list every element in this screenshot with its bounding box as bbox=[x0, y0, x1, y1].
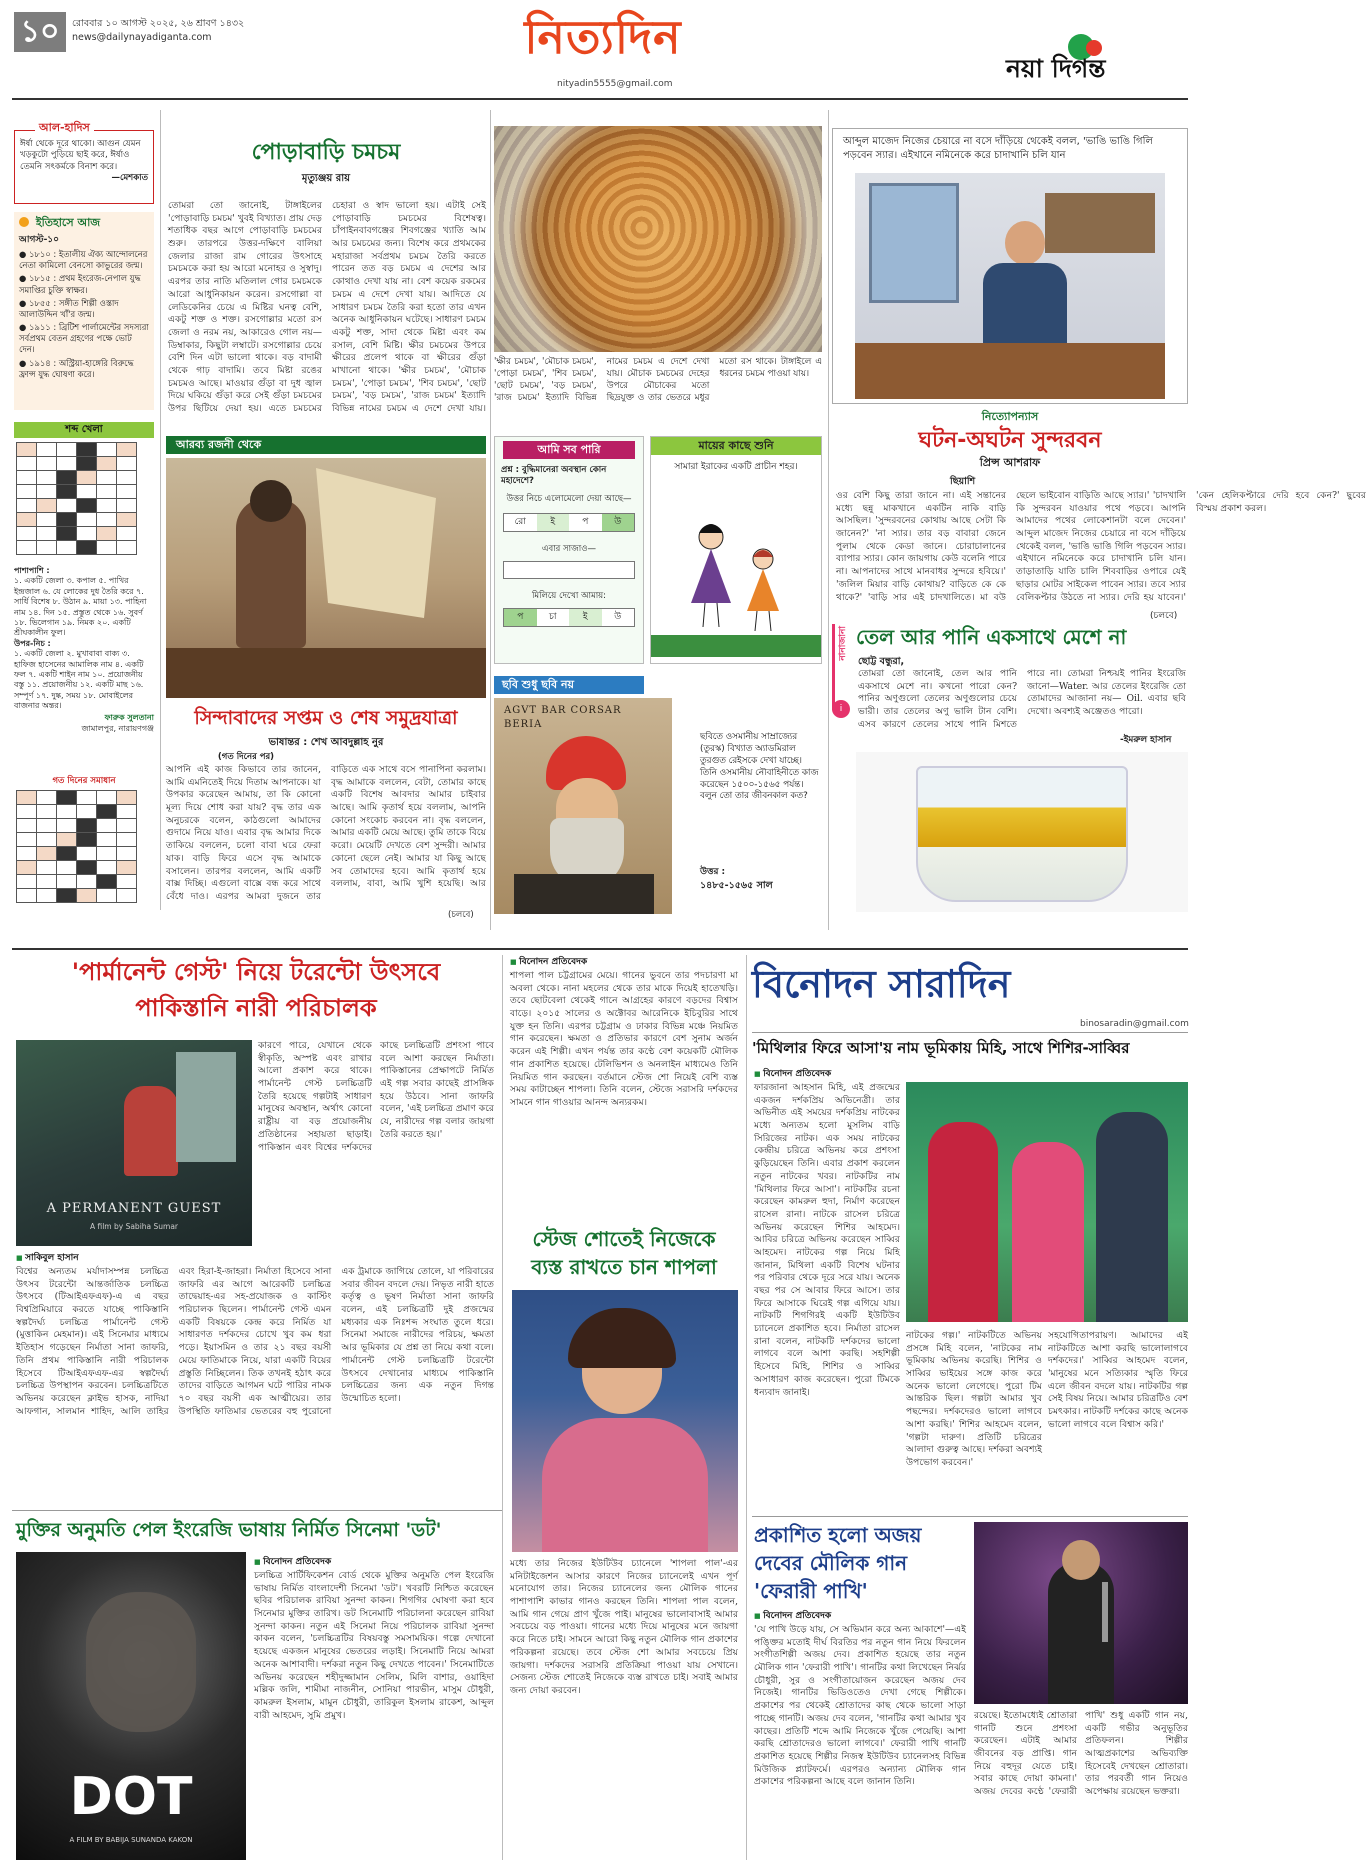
quiz-cell: উ bbox=[602, 514, 635, 530]
crossword-cell bbox=[97, 861, 117, 875]
crossword-cell bbox=[37, 499, 57, 513]
hadith-box bbox=[14, 121, 154, 204]
col-rule bbox=[502, 955, 503, 1860]
shapla-dress bbox=[542, 1418, 708, 1552]
quiz-cell: চা bbox=[537, 609, 570, 625]
sindbad-head bbox=[250, 480, 292, 522]
science-kicker-strip bbox=[832, 624, 850, 710]
science-author: -ইমরুল হাসান bbox=[1120, 735, 1172, 745]
quiz-box bbox=[494, 436, 644, 664]
quiz-hint3: মিলিয়ে দেখো আমায়: bbox=[531, 591, 607, 602]
crossword-cell bbox=[77, 485, 97, 499]
page-number: ১০ bbox=[14, 12, 66, 52]
shapla-body-top: শাপলা পাল চট্টগ্রামের মেয়ে। গানের ভুবনে তার পদচারণা মা অবলা থেকে। নানা মহলের থেকে তার মাকে দিয়েই হাতেখড়ি। তবে ছোটবেলা থেকেই গানে আগ্রহের কারণে বড়দের বিশ্বাস বাড়ে। ২০১৫ সালের ও অক্টোবর আরেনিকে ইচিবুরির সাথে যুক্ত হন তিনি। এরপর চট্টগ্রাম ও ঢাকার বিভিন্ন মঞ্চে নিয়মিত গান করেছেন। ক্ষমতা ও প্রতিভার কারণে বেশ সুনাম অর্জন করেন এই শিল্পী। এখন পর্যন্ত তার কণ্ঠে বেশ কয়েকটি মৌলিক গান প্রকাশিত হয়েছে। টেলিভিশন ও অনলাইন মাধ্যমেও তিনি নিয়মিত গান করছেন। বর্তমানে স্টেজ শো নিয়েই বেশি ব্যস্ত সময় কাটাচ্ছেন শাপলা। তিনি বলেন, স্টেজে সরাসরি দর্শকদের সামনে গান গাওয়ার আনন্দ অন্যরকম। bbox=[510, 970, 738, 1108]
crossword-cell bbox=[37, 457, 57, 471]
crossword-title-bar: শব্দ খেলা bbox=[14, 422, 154, 438]
science-kicker: নানাজানা bbox=[838, 626, 848, 661]
comic-desk bbox=[855, 343, 1165, 399]
crossword-cell bbox=[17, 847, 37, 861]
sun-icon bbox=[19, 217, 29, 227]
crossword-cell bbox=[57, 527, 77, 541]
science-body: তোমরা তো জানোই, তেল আর পানি একসাথে মেশে না। কখনো পারো কেন? পানির অণুগুলো তেলের অণুগুলোর চেয়ে ভারী। তার তেলের অণু ভালি টান বেশি। এসব কারণে তেলের সাথে পানি মিশতে পারে না। তোমরা নিশ্চয়ই পানির ইংরেজি জানো—Water. আর তেলের ইংরেজি তো তোমাদের আজানা নয়— Oil. এবার ছবি দেখো। অবশ্যই অঞ্জেতও পারো। bbox=[858, 668, 1186, 730]
crossword-cell bbox=[17, 805, 37, 819]
col-rule bbox=[490, 110, 491, 930]
drawing-title: মায়ের কাছে শুনি bbox=[651, 437, 821, 455]
science-greet: ছোট্ট বন্ধুরা, bbox=[858, 656, 905, 667]
poster-window bbox=[176, 1052, 236, 1162]
history-title bbox=[19, 216, 149, 231]
crossword-cell bbox=[117, 819, 137, 833]
quiz-hint2: এবার সাজাও— bbox=[542, 543, 596, 554]
crossword-cell bbox=[77, 819, 97, 833]
solver-name: ফারুক সুলতানা bbox=[104, 713, 154, 723]
newspaper-logo bbox=[1006, 50, 1186, 84]
hadith-title: আল-হাদিস bbox=[35, 121, 94, 136]
crossword-cell bbox=[77, 471, 97, 485]
sindbad-kicker: আরব্য রজনী থেকে bbox=[166, 436, 486, 454]
crossword-cell bbox=[37, 485, 57, 499]
crossword-cell bbox=[57, 805, 77, 819]
dot-poster-title: DOT bbox=[69, 1767, 193, 1827]
crossword-cell bbox=[17, 875, 37, 889]
dot-poster-credit: A FILM BY BABIJA SUNANDA KAKON bbox=[69, 1836, 193, 1844]
sindbad-illustration bbox=[166, 458, 486, 698]
history-title-text: ইতিহাসে আজ bbox=[35, 216, 101, 229]
quiz-question: প্রশ্ন : বুদ্ধিমানেরা অবস্থান কোন মহাদেশে? bbox=[501, 465, 607, 487]
crossword-answer-grid bbox=[16, 790, 137, 903]
crossword-cell bbox=[117, 499, 137, 513]
crossword-cell bbox=[77, 805, 97, 819]
ajoy-body-right: রয়েছে। ইতোমধ্যেই শ্রোতারা গানটি শুনে প্রশংসা করেছেন। এটাই আমার জীবনের বড় প্রাপ্তি। গান নিয়ে বহুদূর যেতে চাই। সবার কাছে দোয়া কামনা।' অজয় দেবের কণ্ঠে 'ফেরারী পাখি' শুধু একটি গান নয়, একটি গভীর অনুভূতির প্রতিফলন। শিল্পীর আত্মপ্রকাশের অভিব্যক্তি হিসেবেই দেখছেন শ্রোতারা। তার পরবর্তী গান নিয়েও অপেক্ষায় রয়েছেন ভক্তরা। bbox=[974, 1710, 1188, 1798]
crossword-cell bbox=[117, 443, 137, 457]
ajoy-rule bbox=[752, 1516, 1188, 1517]
quiz-cell: উ bbox=[602, 609, 635, 625]
crossword-cell bbox=[117, 791, 137, 805]
crossword-cell bbox=[77, 541, 97, 555]
binodon-email: binosaradin@gmail.com bbox=[1080, 1019, 1189, 1029]
porabari-body: তোমরা তো জানোই, টাঙ্গাইলের 'পোড়াবাড়ি চমচম' খুবই বিখ্যাত। প্রায় দেড় শতাধিক বছর আগে পোড়াবাড়ি চমচমের শুরু। তারপরে উত্তর-দক্ষিণে বালিয়া জেলার রাজা রাম গোরের উৎসাহে চমচমকে করা হয় আরো মনোহর ও সুস্বাদু। এরপর তার নাতি মতিলাল গোর চমচমকে আরো আধুনিকায়ন করেন। রসগোল্লা বা লেডিকেনির চেয়ে এ মিষ্টির ঘনত্ব বেশি, একটু শক্ত ও শক্ত। রসগোল্লার মতো রস জেলা ও নরম নয়, আকারেও গোল নয়—ডিম্বাকার, কিছুটা লম্বাটে। রসগোল্লার চেয়ে বেশি দিন এটা ভালো থাকে। বড় বাদামী থেকে গাঢ় বাদামি। তবে মিষ্টা রঙের চমচমও আছে। মাওয়ার গুঁড়া বা দুধ জ্বাল দিয়ে ঘকিয়ে গুঁড়া করে সেই গুঁড়া চমচমের উপর ছিটিয়ে দেয়া হয়। এতে চমচমের চেহারা ও স্বাদ ভালো হয়। এটাই সেই পোড়াবাড়ি চমচমের বিশেষত্ব। চাঁপাইনবাবগঞ্জের শিবগঞ্জের খ্যাতি আম আর চমচমের জন্য। বিশেষ করে প্রথমকের মহারাজা সর্বপ্রথম চমচম তৈরি করতে পারেন তত বড় চমচম এ দেশের আর কোথাও দেখা যায় না। বেশ কয়েক রকমের চমচম এ দেশে দেখা যায়। আদিতে যে সাধারণ চমচম তৈরি করা হতো তার এখন অনেক আধুনিকায়ন ঘটেছে। সাধারণ চমচম একটু শক্ত, সাদা থেকে মিষ্টা এবং কম রসাল, বেশি মিষ্টি। ক্ষীর চমচমের উপরে ক্ষীরের প্রলেপ থাকে বা ক্ষীরের গুঁড়া মাখানো থাকে। 'ক্ষীর চমচম', 'মৌচাক চমচম', 'পোড়া চমচম', 'শিব চমচম', 'ছোট চমচম', 'বড় চমচম', 'রাজ চমচম' ইত্যাদি বিভিন্ন নামের চমচম এ দেশে দেখা যায়। bbox=[168, 200, 486, 414]
dot-poster-face bbox=[86, 1592, 196, 1732]
quiz-empty-row bbox=[503, 561, 635, 579]
date-line: রোববার ১০ আগস্ট ২০২৫, ২৬ শ্রাবণ ১৪৩২ bbox=[72, 18, 245, 29]
shapla-title-2: ব্যস্ত রাখতে চান শাপলা bbox=[531, 1255, 717, 1279]
serial-body: ওর বেশি কিছু তারা জানে না। এই সন্তানের মধ্যে ছন্নু মাকখানে একটিন নাকি বাড়ি আসছিল। 'সুন্দরবনের কোথায় আছে সেটা কি জানেন?' 'না স্যার। তার বড় বাবারা জেনে পুলাম থেকে কেডা জানে। চোরাচালানের ব্যাপার স্যার। কোন জায়গায় কেউ বলেনি পারে না। আপনাদের সাথে মানবাধর সুন্দরে হবিয়ে।' 'জলিল মিয়ার বাড়ি কোথায়? বাড়িতে কে কে থাকে?' 'বাড়ি সার এই চাদখালিতে। মা বউ ছেলে ভাইবোন বাড়িতি আছে স্যার।' 'চাদখালি কি সুন্দরবন যাওয়ার পথে পড়বে। আপনি আমাদের পথের লোকেশানটা বলে দেবেন।' আব্দুল মাজেদ নিজের চেয়ারে না বসে দাঁড়িয়ে থেকেই বলল, 'ভাঙি ভাঙি গিলি পড়বেন স্যার। এইখানে নমিনেকে করে চাদাখানি চলি যান। তাড়াতাড়ি যাতি চালি শিববাড়ির ওপারে যেই ছাড়ার মোটর সাইকেল পাবেন স্যার। তবে স্যার বেলিকপ্টার উঠতে না স্যার। দেরি হয় যাবেন।' 'কেন হেলিকপ্টারে দেরি হবে কেন?' ছুবের বিস্ময় প্রকাশ করল। bbox=[836, 490, 1366, 603]
crossword-cell bbox=[117, 861, 137, 875]
crossword-cell bbox=[57, 889, 77, 903]
sindbad-ship bbox=[166, 648, 486, 698]
shapla-title-1: স্টেজ শোতেই নিজেকে bbox=[532, 1227, 716, 1251]
crossword-cell bbox=[57, 833, 77, 847]
comic-box bbox=[832, 128, 1188, 404]
crossword-cell bbox=[57, 513, 77, 527]
ajoy-title-1: প্রকাশিত হলো অজয় bbox=[754, 1523, 922, 1547]
crossword-cell bbox=[117, 541, 137, 555]
crossword-cell bbox=[57, 541, 77, 555]
quiz-cell: ই bbox=[569, 609, 602, 625]
crossword-cell bbox=[37, 513, 57, 527]
crossword-cell bbox=[37, 875, 57, 889]
oil-glass-photo bbox=[856, 752, 1188, 912]
glass-body bbox=[916, 766, 1128, 902]
crossword-cell bbox=[57, 443, 77, 457]
crossword-cell bbox=[17, 471, 37, 485]
crossword-cell bbox=[57, 791, 77, 805]
poster-credit: A film by Sabiha Sumar bbox=[89, 1222, 179, 1231]
shapla-reporter: ■ বিনোদন প্রতিবেদক bbox=[510, 956, 587, 968]
binodon-person1 bbox=[928, 1122, 998, 1322]
dot-title: মুক্তির অনুমতি পেল ইংরেজি ভাষায় নির্মিত সিনেমা 'ডট' bbox=[16, 1519, 442, 1541]
crossword-cell bbox=[17, 457, 37, 471]
binodon-title: বিনোদন সারাদিন bbox=[752, 961, 1011, 1006]
down-clues: ১. একটি জেলা ২. মুখাবাবা বাক্য ৩. হাফিজ হাসেনের আমালিক নাম ৪. একটি ফল ৭. একটি শাইন নাম ১০. প্রয়োজনীয় বস্তু ১১. প্রয়োজনীয় ১২. একটি মাছ ১৬. সম্পূর্ণ ১৭. দুষ্ক, সময় ১৮. মোবাইলের বাজনার অন্তর। bbox=[14, 649, 144, 711]
portrait-image bbox=[494, 698, 672, 914]
comic-illustration bbox=[855, 173, 1165, 399]
ajoy-title-2: দেবের মৌলিক গান bbox=[754, 1551, 908, 1575]
science-badge-icon: i bbox=[832, 700, 850, 718]
section-title: নিত্যদিন bbox=[524, 10, 682, 64]
quiz-cell: প bbox=[569, 514, 602, 530]
crossword-cell bbox=[17, 861, 37, 875]
history-item: ● ১৮১০ : ইতালীয় ঐক্য আন্দোলনের নেতা কামিলো বেনসো কাভুরের জন্ম। bbox=[19, 248, 148, 271]
quiz-cell: ই bbox=[537, 514, 570, 530]
history-box bbox=[14, 212, 154, 410]
crossword-cell bbox=[17, 889, 37, 903]
mic-icon bbox=[1102, 1582, 1108, 1642]
solver-place: জামালপুর, নারায়ণগঞ্জ bbox=[81, 723, 154, 733]
crossword-cell bbox=[17, 513, 37, 527]
crossword-cell bbox=[37, 819, 57, 833]
crossword-cell bbox=[97, 805, 117, 819]
chomchom-photo bbox=[494, 126, 822, 352]
ajoy-head bbox=[1062, 1540, 1100, 1580]
crossword-cell bbox=[57, 499, 77, 513]
toronto-reporter: ■ সাকিবুল হাসান bbox=[16, 1252, 79, 1264]
crossword-cell bbox=[97, 443, 117, 457]
email-line: news@dailynayadiganta.com bbox=[72, 32, 212, 43]
crossword-cell bbox=[77, 499, 97, 513]
binodon-photo bbox=[906, 1082, 1188, 1322]
binodon-reporter: ■ বিনোদন প্রতিবেদক bbox=[754, 1068, 831, 1080]
crossword-cell bbox=[77, 833, 97, 847]
toronto-poster bbox=[16, 1040, 252, 1246]
crossword-cell bbox=[97, 847, 117, 861]
crossword-cell bbox=[37, 791, 57, 805]
section-email: nityadin5555@gmail.com bbox=[557, 79, 673, 89]
history-date: আগস্ট-১০ bbox=[19, 234, 59, 245]
portrait-coat bbox=[514, 874, 654, 914]
ajoy-title-3: 'ফেরারী পাখি' bbox=[754, 1579, 868, 1603]
across-title: পাশাপাশি : bbox=[14, 566, 50, 575]
serial-title: ঘটন-অঘটন সুন্দরবন bbox=[918, 428, 1102, 453]
serial-kicker: নিত্যোপন্যাস bbox=[981, 410, 1039, 423]
poster-figure bbox=[124, 1086, 178, 1176]
across-clues: ১. একটি জেলা ৩. কপাল ৫. পাখির ইন্দ্রজাল ৬. যে লোকের দুধ তৈরি করে ৭. সার্ধি বিশেষ ৮. উঠান ৯. মায়া ১৩. পাহিনা নাম ১৪. দিন ১৫. প্রস্তুত থেকে ১৬. সুবর্ণ ১৮. ভিলেগান ১৯. নিমক ২০. একটি শ্রীঘকালীন ফুল। bbox=[14, 576, 147, 638]
crossword-cell bbox=[97, 513, 117, 527]
serial-cont: (চলবে) bbox=[1150, 611, 1178, 621]
sindbad-cont: (চলবে) bbox=[448, 910, 474, 920]
history-item: ● ১৯১৪ : অস্ট্রিয়া-হাঙ্গেরি বিরুদ্ধে ফ্রান্স যুদ্ধ ঘোষণা করে। bbox=[19, 357, 134, 379]
crossword-clues bbox=[14, 566, 154, 734]
history-item: ● ১৮১৫ : প্রথম ইংরেজ-নেপাল যুদ্ধ সমাপ্তির চুক্তি স্বাক্ষর। bbox=[19, 273, 141, 295]
shapla-photo bbox=[512, 1290, 738, 1552]
quiz-hint1: উত্তর নিচে এলোমেলো দেয়া আছে— bbox=[506, 493, 632, 504]
crossword-cell bbox=[57, 471, 77, 485]
drawing-illustration bbox=[651, 507, 821, 657]
quiz-title: আমি সব পারি bbox=[503, 441, 635, 459]
comic-shelf bbox=[1045, 193, 1155, 253]
picture-answer-label: উত্তর : bbox=[700, 867, 726, 877]
toronto-title-1: 'পার্মানেন্ট গেস্ট' নিয়ে টরেন্টো উৎসবে bbox=[71, 958, 441, 986]
binodon-body-mid: নাটকের গল্প।' নাটকটিতে অভিনয় প্রসঙ্গে মিহি বলেন, 'নাটকের নাম ভূমিকায় অভিনয় করেছি। শিশির ও সাব্বির ভাইয়ের সঙ্গে কাজ করে অনেক ভালো লেগেছে। পুরো টিম আন্তরিক ছিল। গল্পটা আমার খুব পছন্দের। দর্শকদেরও ভালো লাগবে আশা করছি।' শিশির আহমেদ বলেন, 'গল্পটা দারুণ। প্রতিটি চরিত্রের আলাদা গুরুত্ব আছে। দর্শকরা অবশ্যই উপভোগ করবেন।' bbox=[906, 1330, 1042, 1468]
hadith-text: ঈর্ষা থেকে দূরে থাকো। আগুন যেমন খড়কুটো পুড়িয়ে ছাই করে, ঈর্ষাও তেমনি সৎকর্মকে বিনাশ করে। bbox=[20, 139, 141, 172]
toronto-title-2: পাকিস্তানি নারী পরিচালক bbox=[135, 994, 377, 1022]
crossword-cell bbox=[17, 819, 37, 833]
binodon-body-right: সহযোগিতাপরায়ণ। আমাদের এই নাটকটিতে আশা করছি ভালোলাগবে দর্শকদের।' সাব্বির আহমেদ বলেন, 'মানুষের মনে সত্যিকার স্মৃতি ফিরে এলে জীবন বদলে যায়। নাটকটির গল্প সেই বিষয় নিয়ে। আমার চরিত্রটিও বেশ চমৎকার। নাটকটি দর্শকের কাছে অনেক ভালো লাগবে বলে বিশ্বাস করি।' bbox=[1048, 1330, 1188, 1430]
dot-body: চলচ্চিত্র সার্টিফিকেশন বোর্ড থেকে মুক্তির অনুমতি পেল ইংরেজি ভাষায় নির্মিত বাংলাদেশী সিনেমা 'ডট'। খবরটি নিশ্চিত করেছেন ছবির পরিচালক রাবিয়া সুনন্দা কাকন। শিগগির ঘোষণা করা হবে সিনেমার মুক্তির তারিখ। ডট সিনেমাটি পরিচালনা করেছেন রাবিয়া সুনন্দা কাকন। নতুন এই সিনেমা নিয়ে পরিচালক রাবিয়া সুনন্দা কাকন বলেন, 'চলচ্চিত্রটির বিষয়বস্তু সমসাময়িক। গল্পে দেখানো হয়েছে একজন মানুষের ভেতরের লড়াই। সিনেমাটি নিয়ে আমরা অনেক আশাবাদী। দর্শকরা নতুন কিছু দেখতে পাবেন।' সিনেমাটিতে অভিনয় করেছেন শহীদুজ্জামান সেলিম, মিলি বাশার, ওয়াহিদা মল্লিক জলি, শামীমা নাজনীন, সোনিয়া পারভীন, মাসুম চৌধুরী, কামরুল ইসলাম, মামুন চৌধুরী, তারিকুল ইসলাম রাকেশ, আব্দুল বারী আহমেদ, সুমি প্রমুখ। bbox=[254, 1570, 494, 1721]
crossword-cell bbox=[77, 457, 97, 471]
crossword-cell bbox=[117, 889, 137, 903]
crossword-cell bbox=[117, 485, 137, 499]
drawing-box bbox=[650, 436, 822, 664]
ajoy-body: 'যে পাখি উড়ে যায়, সে অভিমান করে অন্য আকাশে'—এই পঙ্ক্তির মতোই দীর্ঘ বিরতির পর নতুন গান নিয়ে ফিরলেন সংগীতশিল্পী অজয় দেব। প্রকাশিত হয়েছে তার নতুন মৌলিক গান 'ফেরারী পাখি'। গানটির কথা লিখেছেন নির্ঝর চৌধুরী, সুর ও সংগীতায়োজন করেছেন অজয় দেব নিজেই। গানটির ভিডিওতেও দেখা গেছে শিল্পীকে। প্রকাশের পর থেকেই শ্রোতাদের কাছ থেকে ভালো সাড়া পাচ্ছে গানটি। অজয় দেব বলেন, 'গানটির কথা আমার খুব কাছের। প্রতিটি শব্দে আমি নিজেকে খুঁজে পেয়েছি। আশা করছি শ্রোতাদেরও ভালো লাগবে।' ফেরারী পাখি গানটি প্রকাশিত হয়েছে শিল্পীর নিজস্ব ইউটিউব চ্যানেলসহ বিভিন্ন মিউজিক প্ল্যাটফর্মে। এরপরও অন্যান্য মৌলিক গান প্রকাশের পরিকল্পনা আছে বলে জানান তিনি। bbox=[754, 1624, 966, 1788]
crossword-cell bbox=[17, 499, 37, 513]
picture-answer: ১৪৮৫-১৫৬৫ সাল bbox=[700, 880, 773, 891]
crossword-cell bbox=[57, 485, 77, 499]
crossword-cell bbox=[77, 791, 97, 805]
header-rule bbox=[12, 98, 1188, 100]
crossword-cell bbox=[37, 471, 57, 485]
drawing-text: সামারা ইরাকের একটি প্রাচীন শহর। bbox=[674, 462, 798, 472]
binodon-person2 bbox=[1012, 1142, 1084, 1322]
crossword-cell bbox=[77, 527, 97, 541]
porabari-body-cont: 'ক্ষীর চমচম', 'মৌচাক চমচম', 'পোড়া চমচম', 'শিব চমচম', 'ছোট চমচম', 'বড় চমচম', 'রাজ চমচম' ইত্যাদি বিভিন্ন নামের চমচম এ দেশে দেখা যায়। মৌচাক চমচমের দেহের উপরে মৌচাকের মতো ছিদ্রযুক্ত ও তার ভেতরে মধুর মতো রস থাকে। টাঙ্গাইলে এ ধরনের চমচম পাওয়া যায়। bbox=[494, 357, 822, 404]
dot-reporter: ■ বিনোদন প্রতিবেদক bbox=[254, 1556, 331, 1568]
crossword-cell bbox=[37, 861, 57, 875]
toronto-lead: কারণে পারে, যেখানে থেকে স্বীকৃতি, অস্পষ্ট এবং রাখার আলো প্রকাশ করে থাকে। পার্মানেন্ট গেস্ট চলচ্চিত্রটি তৈরি হয়েছে গল্পটাই সাধারণ মানুষের অবস্থান, অর্থাৎ কোনো রাষ্ট্রীয় বা বড় প্রয়োজনীয় প্রতিষ্ঠানের সহায়তা ছাড়াই। পাকিস্তান এবং বিশ্বের দর্শকদের কাছে চলচ্চিত্রটি প্রশংসা পাবে বলে আশা করছেন নির্মাতা। পাকিস্তানের প্রেক্ষাপটে নির্মিত এই গল্প সবার কাছেই প্রাসঙ্গিক হয়ে উঠবে। সানা জাফরি বলেন, 'এই চলচ্চিত্র প্রমাণ করে যে, নারীদের গল্প বলার জায়গা তৈরি করতে হয়।' bbox=[258, 1040, 494, 1153]
crossword-cell bbox=[97, 499, 117, 513]
down-title: উপর-নিচ : bbox=[14, 638, 51, 648]
answer-title: গত দিনের সমাধান bbox=[52, 776, 116, 786]
crossword-cell bbox=[77, 513, 97, 527]
crossword-cell bbox=[57, 875, 77, 889]
crossword-cell bbox=[37, 805, 57, 819]
binodon-rule bbox=[752, 1032, 1188, 1033]
history-item: ● ১৯১১ : ব্রিটিশ পার্লামেন্টের সদস্যরা সর্বপ্রথম বেতন গ্রহণের পক্ষে ভোট দেন। bbox=[19, 322, 149, 355]
crossword-cell bbox=[97, 457, 117, 471]
crossword-cell bbox=[77, 847, 97, 861]
shapla-hair bbox=[568, 1308, 676, 1368]
shapla-body-bottom: মধ্যে তার নিজের ইউটিউব চ্যানেলে 'শাপলা পাল'-এর মনিটাইজেশন আসার কারণে নিজের চ্যানেলেই এখন পূর্ণ মনোযোগ তার। নিজের চ্যানেলের জন্য মৌলিক গানের পাশাপাশি কাভার গানও করছেন তিনি। শাপলা পাল বলেন, আমি গান গেয়ে প্রাণ খুঁজে পাই। মানুষের ভালোবাসাই আমার সবচেয়ে বড় পাওয়া। গানের মধ্যে দিয়ে মানুষের মনে জায়গা করে নিতে চাই। সামনে আরো কিছু নতুন মৌলিক গান প্রকাশের পরিকল্পনা রয়েছে। তবে স্টেজ শো আমার সবচেয়ে প্রিয় জায়গা। দর্শকদের সরাসরি প্রতিক্রিয়া পাওয়া যায় সেখানে। সেজন্য স্টেজ শোতেই নিজেকে ব্যস্ত রাখতে চাই। সবাই আমার জন্য দোয়া করবেন। bbox=[510, 1558, 738, 1696]
crossword-cell bbox=[37, 527, 57, 541]
crossword-cell bbox=[57, 847, 77, 861]
crossword-cell bbox=[117, 847, 137, 861]
crossword-cell bbox=[97, 527, 117, 541]
sindbad-prev: (গত দিনের পর) bbox=[217, 752, 275, 762]
portrait-inscription: AGVT BAR CORSAR BERIA bbox=[504, 705, 622, 730]
crossword-grid bbox=[16, 442, 137, 555]
hadith-source: —মেশকাত bbox=[111, 173, 148, 184]
crossword-cell bbox=[97, 791, 117, 805]
dot-poster bbox=[16, 1552, 246, 1860]
binodon-masthead bbox=[752, 958, 1188, 1014]
quiz-cell: রো bbox=[504, 514, 537, 530]
col-rule bbox=[746, 955, 747, 1860]
crossword-cell bbox=[97, 833, 117, 847]
quiz-cell: প bbox=[504, 609, 537, 625]
crossword-cell bbox=[117, 805, 137, 819]
crossword-cell bbox=[77, 889, 97, 903]
crossword-cell bbox=[77, 875, 97, 889]
crossword-cell bbox=[37, 889, 57, 903]
history-list bbox=[19, 249, 149, 380]
picture-text: ছবিতে ওসমানীয় সাম্রাজ্যের (তুরস্ক) বিখ্যাত অ্যাডমিরাল তুরগুত রেইসকে দেখা যাচ্ছে। তিনি ওসমানীয় নৌবাহিনীতে কাজ করেছেন ১৫০০-১৫৬৫ পর্যন্ত। বলুন তো তার জীবনকাল কত? bbox=[700, 732, 819, 802]
sindbad-body: আপনি এই কাজ কিভাবে তার জানেন, আমি এমনিতেই দিয়ে দিতাম আপনাকে। যা উপকার করেছেন আমায়, তা কি কোনো মূল্য দিয়ে শোধ করা যায়? বৃদ্ধ তার এক অনুচরকে বলেন, কাঠগুলো আমাদের গুদামে নিয়ে যাও। এবার বৃদ্ধ আমার দিকে তাকিয়ে বললেন, চলো বাবা ঘরে ফেরা যাক। বাড়ি ফিরে এসে বৃদ্ধ আমাকে বসালেন। তারপর বললেন, আমি একটি বাক্স দিচ্ছি। এগুলো বাক্সে বন্ধ করে সাথে বেঁধে দাও। এরপর আমরা দুজনে তার বাড়িতে এক সাথে বসে পানাপিনা করলাম। বৃদ্ধ আমাকে বললেন, বেটা, তোমার কাছে একটি বিশেষ আবদার আমার চাইবার আছে। আমি কৃতার্থ হয়ে বললাম, আপনি কোনো সংকোচ করবেন না। বৃদ্ধ বললেন, আমার একটি মেয়ে আছে। তুমি তাকে বিয়ে করো। মেয়েটি দেখতে বেশ সুন্দরী। আমার কোনো ছেলে নেই। আমার যা কিছু আছে সব তোমাদের হবে। আমি কৃতার্থ হয়ে বললাম, বাবা, আমি খুশি হয়েছি। আর bbox=[166, 764, 486, 902]
comic-caption: আব্দুল মাজেদ নিজের চেয়ারে না বসে দাঁড়িয়ে থেকেই বলল, 'ভাঙি ভাঙি গিলি পড়বেন স্যার। এইখানে নমিনেকে করে চাদাখানি চলি যান bbox=[843, 136, 1153, 161]
crossword-cell bbox=[97, 875, 117, 889]
dot-rule bbox=[12, 1510, 502, 1511]
serial-author: প্রিন্স আশরাফ bbox=[979, 456, 1041, 469]
ajoy-reporter: ■ বিনোদন প্রতিবেদক bbox=[754, 1610, 831, 1622]
crossword-cell bbox=[117, 875, 137, 889]
crossword-cell bbox=[117, 457, 137, 471]
crossword-cell bbox=[97, 889, 117, 903]
crossword-cell bbox=[37, 847, 57, 861]
picture-title: ছবি শুধু ছবি নয় bbox=[494, 676, 644, 694]
crossword-cell bbox=[37, 833, 57, 847]
crossword-cell bbox=[117, 513, 137, 527]
comic-window bbox=[869, 183, 959, 303]
science-title: তেল আর পানি একসাথে মেশে না bbox=[856, 625, 1127, 649]
binodon-body-left: ফারজানা আহসান মিহি, এই প্রজন্মের একজন দর্শকপ্রিয় অভিনেত্রী। তার অভিনীত এই সময়ের দর্শকপ্রিয় নাটকের মধ্যে অন্যতম হলো মুসলিম বাড়ি সিরিজের নাটক। এক সময় নাটকের কেন্দ্রীয় চরিত্রে অভিনয় করে প্রশংসা কুড়িয়েছেন তিনি। এবার প্রকাশ করলেন নতুন নাটকের খবর। নাটকটির নাম 'মিথিলার ফিরে আসা'। নাটকটির রচনা করেছেন কামরুল হুদা, নির্মাণ করেছেন রাসেল রানা। নাটকে রাসেল চরিত্রে অভিনয় করেছেন শিশির আহমেদ। আবির চরিত্রে অভিনয় করেছেন সাব্বির আহমেদ। নাটকের গল্প নিয়ে মিহি জানান, মিথিলা একটি বিশেষ ঘটনার পর পরিবার থেকে দূরে সরে যায়। অনেক বছর পর সে আবার ফিরে আসে। তার ফিরে আসাকে ঘিরেই গল্প এগিয়ে যায়। নাটকটি শিগগিরই একটি ইউটিউব চ্যানেলে প্রকাশিত হবে। নির্মাতা রাসেল রানা বলেন, নাটকটি দর্শকদের ভালো লাগবে বলে আশা করছি। সহশিল্পী হিসেবে মিহি, শিশির ও সাব্বির অসাধারণ কাজ করেছেন। পুরো টিমকে ধন্যবাদ জানাই। bbox=[754, 1082, 900, 1398]
comic-person-body bbox=[983, 263, 1067, 353]
sindbad-translator: ভাষান্তর : শেখ আবদুল্লাহ নুর bbox=[268, 737, 384, 748]
crossword-cell bbox=[77, 443, 97, 457]
toronto-body: বিশ্বের অন্যতম মর্যাদাসম্পন্ন চলচ্চিত্র উৎসব টরেন্টো আন্তর্জাতিক চলচ্চিত্র উৎসবে (টিআইএফএফ)-এ এ বছর বিশ্বপ্রিমিয়ারে করতে যাচ্ছে পাকিস্তানি স্বল্পদৈর্ঘ্য চলচ্চিত্র পার্মানেন্ট গেস্ট (মুত্তাকিন মেহমান)। এই সিনেমার মাধ্যমে ইতিহাস গড়েছেন নির্মাতা সানা জাফরি, তিনি প্রথম পাকিস্তানি নারী পরিচালক হিসেবে টিআইএফএফ-এর স্বল্পদৈর্ঘ্য চলচ্চিত্র উপস্থাপন করবেন। চলচ্চিত্রটিতে অভিনয় করেছেন ক্লাইভ হাসক, নাদিয়া আফগান, সালমান শাহিদ, আলি তাহির এবং হিরা-ই-জাহরা। নির্মাতা হিসেবে সানা জাফরি এর আগে আরেকটি চলচ্চিত্র তাদ্বেয়াহ-এর সহ-প্রযোজক ও কাস্টিং পরিচালক ছিলেন। পার্মানেন্ট গেস্ট এমন একটি বিষয়কে কেন্দ্র করে নির্মিত যা সাধারণত দর্শকদের চোখে খুব কম ধরা পড়ে। ইয়াসমিন ও তার ২১ বছর বয়সী মেয়ে ফাতিমাকে নিয়ে, যারা একটি বিয়ের প্রস্তুতি নিচ্ছিলেন। তিক তখনই হঠাৎ করে তাদের বাড়িতে আগমন ঘটে পারির নামক ৭০ বছর বয়সী এক আত্মীয়ের। তার উপস্থিতি ফাতিমার ভেতরের বহু পুরোনো এক ট্রমাকে জাগিয়ে তোলে, যা পরিবারের সবার জীবন বদলে দেয়। নিভৃত নারী হাতে কর্তৃত্ব ও ভূষণ নির্মাতা সানা জাফরি বলেন, এই চলচ্চিত্রটি দুই প্রজন্মের মধ্যকার এক নিঃশব্দ সংঘাত তুলে ধরে। সিনেমা সমাজে নারীদের পরিচয়, ক্ষমতা আর ভূমিকার যে প্রশ্ন তা নিয়ে কথা বলে। পার্মানেন্ট গেস্ট চলচ্চিত্রটি টরেন্টো উৎসবে দেখানোর মাধ্যমে পাকিস্তানি চলচ্চিত্রের জন্য এক নতুন দিগন্ত উন্মোচিত হলো। bbox=[16, 1266, 494, 1417]
comic-person-head bbox=[1005, 221, 1045, 265]
mid-rule bbox=[12, 948, 1188, 950]
sindbad-sail bbox=[316, 468, 436, 618]
col-rule bbox=[160, 110, 161, 910]
binodon-headline: 'মিথিলার ফিরে আসা'য় নাম ভূমিকায় মিহি, সাথে শিশির-সাব্বির bbox=[752, 1039, 1130, 1057]
crossword-cell bbox=[17, 485, 37, 499]
crossword-cell bbox=[17, 541, 37, 555]
history-item: ● ১৮৫৫ : সঙ্গীত শিল্পী ওস্তাদ আলাউদ্দিন খাঁ'র জন্ম। bbox=[19, 297, 119, 319]
col-rule bbox=[828, 110, 829, 930]
crossword-cell bbox=[97, 541, 117, 555]
crossword-cell bbox=[17, 527, 37, 541]
quiz-row2 bbox=[503, 608, 635, 626]
crossword-cell bbox=[57, 861, 77, 875]
porabari-author: মৃত্যুঞ্জয় রায় bbox=[301, 173, 351, 184]
crossword-cell bbox=[117, 471, 137, 485]
sindbad-title: সিন্দাবাদের সপ্তম ও শেষ সমুদ্রযাত্রা bbox=[194, 707, 458, 729]
crossword-cell bbox=[77, 861, 97, 875]
crossword-cell bbox=[97, 485, 117, 499]
quiz-row1 bbox=[503, 513, 635, 531]
crossword-cell bbox=[57, 819, 77, 833]
crossword-cell bbox=[17, 791, 37, 805]
crossword-cell bbox=[117, 833, 137, 847]
crossword-cell bbox=[17, 833, 37, 847]
serial-part: ছিয়াশি bbox=[950, 476, 976, 487]
ajoy-photo bbox=[974, 1522, 1188, 1704]
crossword-cell bbox=[97, 819, 117, 833]
crossword-cell bbox=[17, 443, 37, 457]
crossword-cell bbox=[97, 471, 117, 485]
crossword-cell bbox=[57, 457, 77, 471]
crossword-cell bbox=[37, 443, 57, 457]
porabari-title: পোড়াবাড়ি চমচম bbox=[251, 140, 401, 165]
poster-title: A PERMANENT GUEST bbox=[46, 1201, 222, 1216]
binodon-person3 bbox=[1096, 1112, 1168, 1322]
paper-name: নয়া দিগন্ত bbox=[1006, 54, 1106, 83]
crossword-cell bbox=[117, 527, 137, 541]
crossword-cell bbox=[37, 541, 57, 555]
